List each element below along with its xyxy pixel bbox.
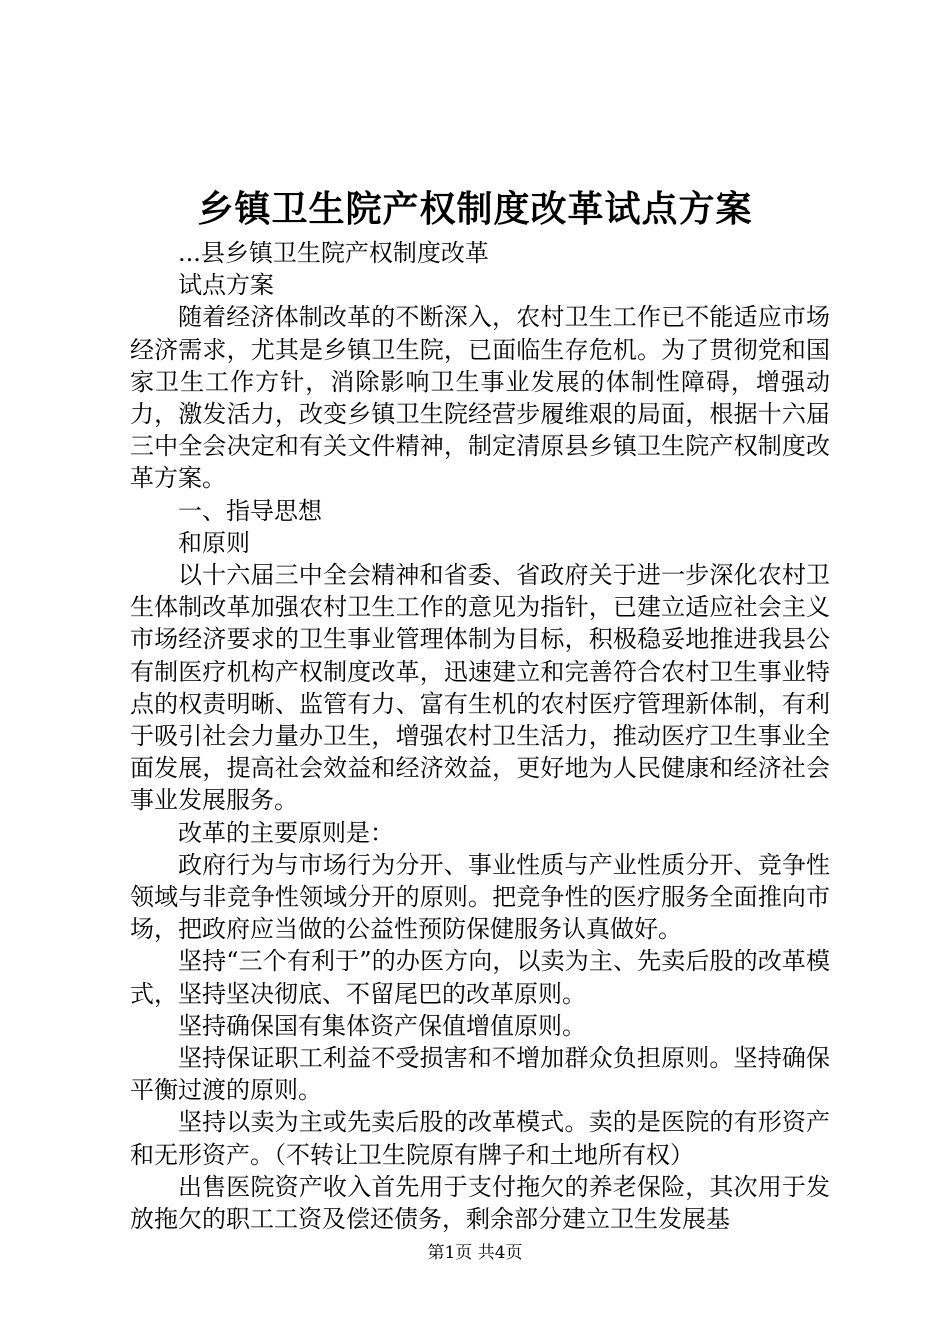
document-body <box>130 237 830 1235</box>
paragraph-5: 改革的主要原则是： <box>178 818 394 847</box>
paragraph-8: 坚持确保国有集体资产保值增值原则。 <box>178 1011 586 1040</box>
document-title: 乡镇卫生院产权制度改革试点方案 <box>197 188 753 230</box>
paragraph-9: 坚持保证职工利益不受损害和不增加群众负担原则。坚持确保平衡过渡的原则。 <box>130 1044 830 1105</box>
section-heading-1-cont: 和原则 <box>178 528 250 557</box>
paragraph-7: 坚持“三个有利于”的办医方向，以卖为主、先卖后股的改革模式，坚持坚决彻底、不留尾巴的改革原则。 <box>130 947 830 1008</box>
paragraph-10: 坚持以卖为主或先卖后股的改革模式。卖的是医院的有形资产和无形资产。（不转让卫生院原有牌子和土地所有权） <box>130 1108 830 1169</box>
paragraph-6: 政府行为与市场行为分开、事业性质与产业性质分开、竞争性领域与非竞争性领域分开的原则。把竞争性的医疗服务全面推向市场，把政府应当做的公益性预防保健服务认真做好。 <box>130 850 830 944</box>
page-number-footer: 第1页 共4页 <box>427 1243 523 1263</box>
paragraph-1: ...县乡镇卫生院产权制度改革 <box>178 239 489 267</box>
section-heading-1: 一、指导思想 <box>178 496 322 525</box>
paragraph-4: 以十六届三中全会精神和省委、省政府关于进一步深化农村卫生体制改革加强农村卫生工作的意见为指针，已建立适应社会主义市场经济要求的卫生事业管理体制为目标，积极稳妥地推进我县公有制医疗机构产权制度改革，迅速建立和完善符合农村卫生事业特点的权责明晰、监管有力、富有生机的农村医疗管理新体制，有利于吸引社会力量办卫生，增强农村卫生活力，推动医疗卫生事业全面发展，提高社会效益和经济效益，更好地为人民健康和经济社会事业发展服务。 <box>130 561 830 815</box>
paragraph-2: 试点方案 <box>178 271 274 300</box>
paragraph-11: 出售医院资产收入首先用于支付拖欠的养老保险，其次用于发放拖欠的职工工资及偿还债务，剩余部分建立卫生发展基 <box>130 1172 830 1234</box>
paragraph-3: 随着经济体制改革的不断深入，农村卫生工作已不能适应市场经济需求，尤其是乡镇卫生院，已面临生存危机。为了贯彻党和国家卫生工作方针，消除影响卫生事业发展的体制性障碍，增强动力，激发活力，改变乡镇卫生院经营步履维艰的局面，根据十六届三中全会决定和有关文件精神，制定清原县乡镇卫生院产权制度改革方案。 <box>130 303 830 493</box>
